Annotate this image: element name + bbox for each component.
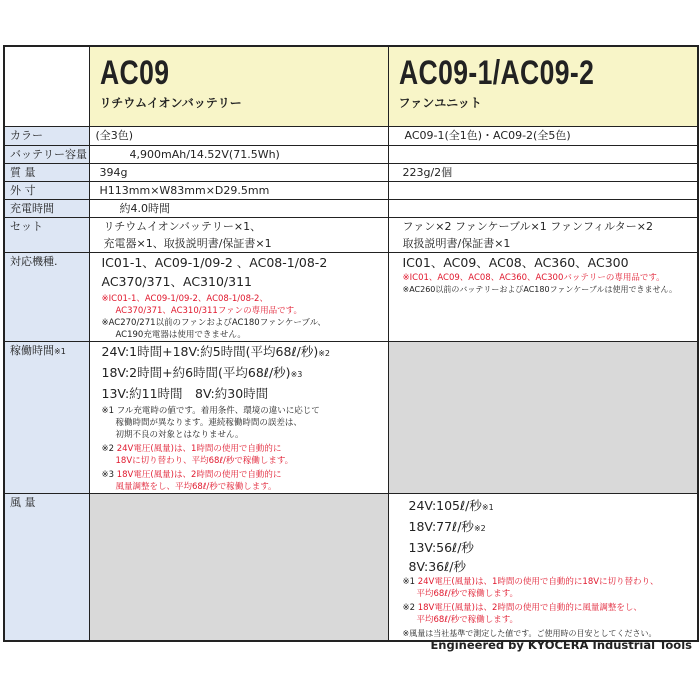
cell <box>388 252 698 341</box>
footnote-mark: ※1 <box>101 405 115 416</box>
row-label: 充電時間 <box>4 199 89 217</box>
cell <box>388 181 698 199</box>
red-note: AC370/371、AC310/311ファンの専用品です。 <box>115 305 302 316</box>
product-type: ファンユニット <box>398 96 482 110</box>
cell <box>388 493 698 641</box>
cell <box>89 341 388 493</box>
red-note: 平均68ℓ/秒で稼働します。 <box>416 588 519 599</box>
note <box>102 405 388 417</box>
red-note: 18V電圧(風量)は、2時間の使用で自動的に <box>116 469 282 480</box>
row-label: バッテリー容量 <box>4 145 89 163</box>
text-line: AC370/371、AC310/311 <box>101 273 252 289</box>
note: ※風量は当社基準で測定した値です。ご使用時の目安としてください。 <box>402 628 657 638</box>
note: 稼働時間が異なります。連続稼働時間の誤差は、 <box>115 417 302 428</box>
row-label: 対応機種. <box>4 252 89 341</box>
airflow-value: 13V:56ℓ/秒 <box>408 539 474 555</box>
cell: AC09-1(全1色)・AC09-2(全5色) <box>388 126 698 145</box>
note: 初期不良の対象とはなりません。 <box>115 429 244 440</box>
not-applicable-cell <box>89 493 388 641</box>
not-applicable-cell <box>388 341 698 493</box>
text-line <box>102 342 388 363</box>
header-empty-cell <box>4 46 89 126</box>
header-battery <box>89 46 388 126</box>
row-label: 風 量 <box>4 493 89 641</box>
cell <box>89 217 388 252</box>
runtime-value: 24V:1時間+18V:約5時間(平均68ℓ/秒) <box>101 343 319 359</box>
cell: H113mm×W83mm×D29.5mm <box>89 181 388 199</box>
footnote-mark: ※2 <box>318 348 331 358</box>
airflow-value: 8V:36ℓ/秒 <box>408 558 466 574</box>
airflow-value: 18V:77ℓ/秒 <box>408 518 474 534</box>
cell <box>388 145 698 163</box>
text-line <box>409 517 698 538</box>
footnote-mark: ※3 <box>101 469 115 480</box>
note: ※AC270/271以前のファンおよびAC180ファンケーブル、 <box>101 317 326 328</box>
footnote-mark: ※1 <box>402 576 416 587</box>
row-label: 質 量 <box>4 163 89 181</box>
note: AC190充電器は使用できません。 <box>115 329 246 340</box>
text-line: IC01-1、AC09-1/09-2 、AC08-1/08-2 <box>101 254 328 270</box>
red-note: ※IC01-1、AC09-1/09-2、AC08-1/08-2、 <box>101 293 268 304</box>
cell: 394g <box>89 163 388 181</box>
cell <box>388 199 698 217</box>
row-label: カラー <box>4 126 89 145</box>
red-note: 18V電圧(風量)は、2時間の使用で自動的に風量調整をし、 <box>417 602 642 613</box>
product-type: リチウムイオンバッテリー <box>99 96 242 110</box>
cell: 4,900mAh/14.52V(71.5Wh) <box>89 145 388 163</box>
red-note: 風量調整をし、平均68ℓ/秒で稼働します。 <box>115 481 277 492</box>
red-note: 平均68ℓ/秒で稼働します。 <box>416 614 519 625</box>
label-text: 稼働時間 <box>10 343 54 357</box>
row-label <box>4 341 89 493</box>
red-note: 24V電圧(風量)は、1時間の使用で自動的に <box>116 443 282 454</box>
footnote-mark: ※2 <box>101 443 115 454</box>
spec-table <box>3 45 699 642</box>
text-line: リチウムイオンバッテリー×1、 <box>103 219 262 233</box>
red-note: 18Vに切り替わり、平均68ℓ/秒で稼働します。 <box>115 455 294 466</box>
note <box>403 602 698 614</box>
runtime-value: 13V:約11時間 8V:約30時間 <box>101 385 269 401</box>
red-note: ※IC01、AC09、AC08、AC360、AC300バッテリーの専用品です。 <box>402 272 665 283</box>
model-name: AC09-1/AC09-2 <box>398 54 594 92</box>
runtime-value: 18V:2時間+約6時間(平均68ℓ/秒) <box>101 364 291 380</box>
row-label: 外 寸 <box>4 181 89 199</box>
note-text: フル充電時の値です。着用条件、環境の違いに応じて <box>116 405 320 416</box>
cell <box>89 252 388 341</box>
cell: (全3色) <box>89 126 388 145</box>
text-line <box>102 363 388 384</box>
cell: 223g/2個 <box>388 163 698 181</box>
text-line: 取扱説明書/保証書×1 <box>402 236 511 250</box>
model-name: AC09 <box>99 54 169 92</box>
note: ※AC260以前のバッテリーおよびAC180ファンケーブルは使用できません。 <box>402 284 678 294</box>
footnote-mark: ※1 <box>54 346 66 356</box>
text-line <box>409 496 698 517</box>
footnote-mark: ※2 <box>402 602 416 613</box>
cell: 約4.0時間 <box>89 199 388 217</box>
row-label: セット <box>4 217 89 252</box>
airflow-value: 24V:105ℓ/秒 <box>408 497 482 513</box>
note <box>403 576 698 588</box>
red-note: 24V電圧(風量)は、1時間の使用で自動的に18Vに切り替わり、 <box>417 576 659 587</box>
note <box>102 443 388 455</box>
text-line: IC01、AC09、AC08、AC360、AC300 <box>402 254 629 270</box>
cell <box>388 217 698 252</box>
footnote-mark: ※2 <box>473 523 486 533</box>
footnote-mark: ※1 <box>481 502 494 512</box>
text-line: 充電器×1、取扱説明書/保証書×1 <box>103 236 272 250</box>
header-fan <box>388 46 698 126</box>
text-line: ファン×2 ファンケーブル×1 ファンフィルター×2 <box>402 219 653 233</box>
note <box>102 469 388 481</box>
footnote-mark: ※3 <box>290 369 303 379</box>
footer-credit: Engineered by KYOCERA Industrial Tools <box>430 638 692 652</box>
